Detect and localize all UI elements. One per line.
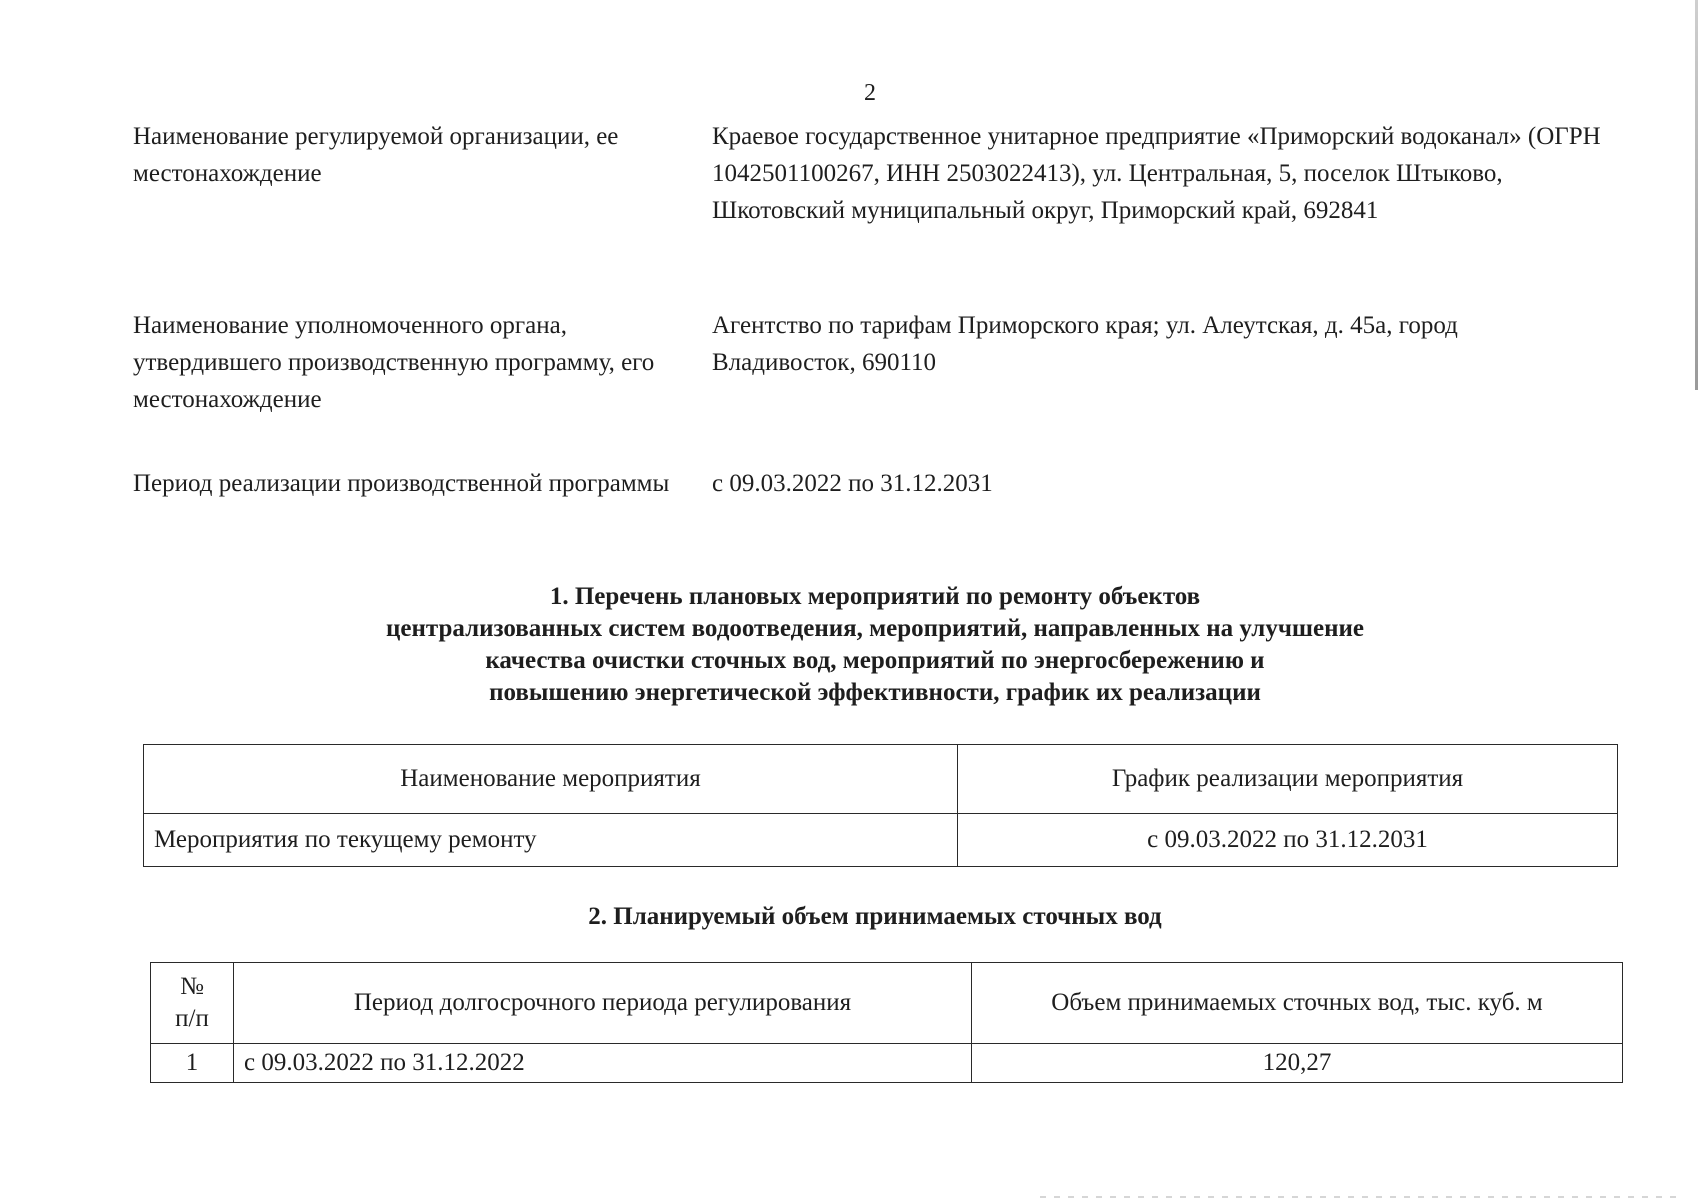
column-header: График реализации мероприятия [958, 745, 1618, 814]
info-label: Наименование регулируемой организации, ее местонахождение [133, 123, 619, 187]
info-label: Период реализации производственной программы [133, 470, 670, 497]
table-cell: с 09.03.2022 по 31.12.2022 [234, 1044, 972, 1083]
table-cell: 120,27 [972, 1044, 1623, 1083]
table-row [151, 1044, 1623, 1083]
info-value: Агентство по тарифам Приморского края; ул. Алеутская, д. 45а, город Владивосток, 690110 [712, 312, 1458, 376]
column-header: № п/п [151, 963, 234, 1044]
wastewater-volume-table [150, 962, 1623, 1083]
scan-noise-artifact [1040, 1196, 1680, 1198]
column-header: Период долгосрочного периода регулирования [234, 963, 972, 1044]
table-header-row [151, 963, 1623, 1044]
info-value: Краевое государственное унитарное предприятие «Приморский водоканал» (ОГРН 1042501100267, ИНН 2503022413), ул. Центральная, 5, поселок Штыково, Шкотовский муниципальный округ, Приморский край, 692841 [712, 123, 1601, 224]
table-cell: с 09.03.2022 по 31.12.2031 [958, 814, 1618, 867]
table-cell: 1 [151, 1044, 234, 1083]
section-1-title-line: централизованных систем водоотведения, мероприятий, направленных на улучшение [385, 615, 1365, 642]
section-1-title-line: 1. Перечень плановых мероприятий по ремонту объектов [549, 583, 1201, 610]
section-1-title [100, 581, 1650, 709]
table-header-row [144, 745, 1618, 814]
section-2-title: 2. Планируемый объем принимаемых сточных вод [588, 903, 1162, 930]
page-number: 2 [864, 80, 876, 106]
table-cell: Мероприятия по текущему ремонту [144, 814, 958, 867]
column-header: Объем принимаемых сточных вод, тыс. куб. м [972, 963, 1623, 1044]
measures-table [143, 744, 1618, 867]
info-value: с 09.03.2022 по 31.12.2031 [712, 470, 993, 497]
table-row [144, 814, 1618, 867]
column-header: Наименование мероприятия [144, 745, 958, 814]
section-1-title-line: качества очистки сточных вод, мероприятий по энергосбережению и [485, 647, 1265, 674]
info-label: Наименование уполномоченного органа, утвердившего производственную программу, его местонахождение [133, 312, 655, 413]
section-1-title-line: повышению энергетической эффективности, график их реализации [489, 679, 1261, 706]
